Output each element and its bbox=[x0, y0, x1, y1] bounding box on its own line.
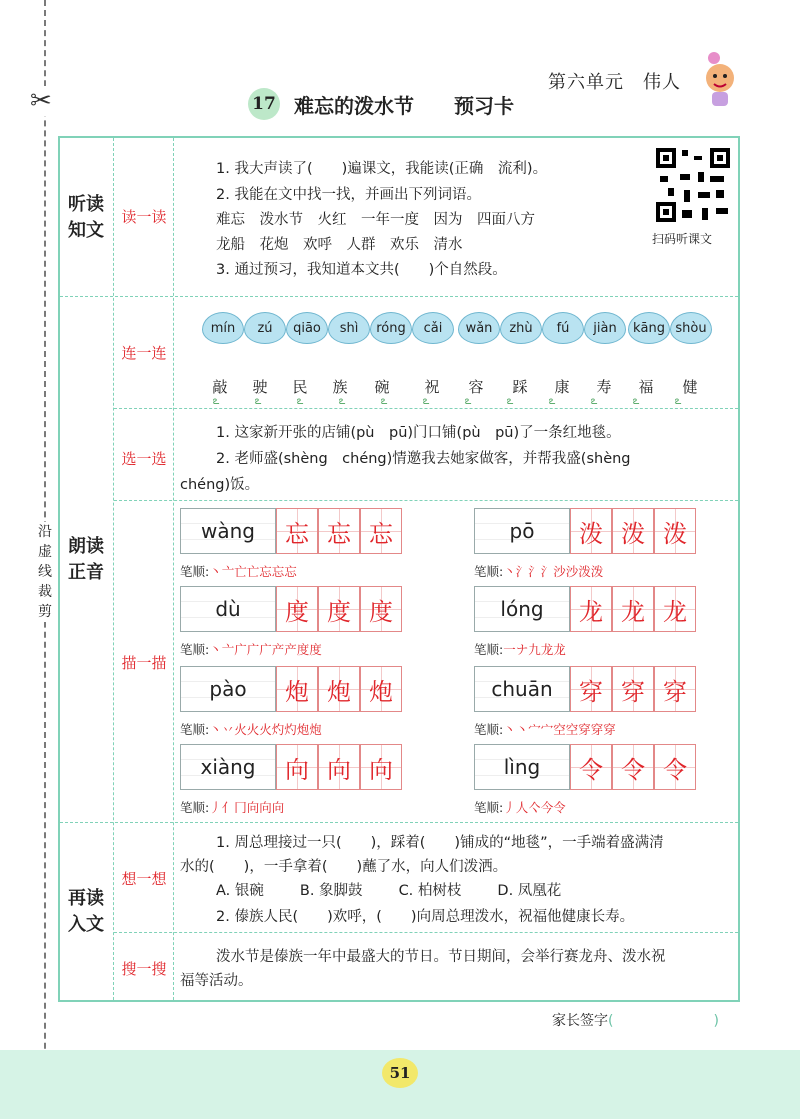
trace-box[interactable]: 穿 bbox=[612, 666, 654, 712]
trace-box[interactable]: 泼 bbox=[612, 508, 654, 554]
pinyin-bubble[interactable]: róng bbox=[370, 312, 412, 344]
trace-box[interactable]: 度 bbox=[318, 586, 360, 632]
unit-label: 第六单元 伟人 bbox=[548, 72, 681, 93]
lesson-title: 难忘的泼水节 bbox=[294, 93, 414, 118]
read-line-2: 2. 我能在文中找一找，并画出下列词语。 bbox=[216, 187, 481, 203]
column-divider bbox=[173, 138, 174, 1000]
trace-box[interactable]: 向 bbox=[360, 744, 402, 790]
section-divider bbox=[60, 822, 738, 823]
copy-item bbox=[474, 508, 696, 554]
sub-label-read: 读一读 bbox=[121, 208, 167, 226]
pinyin-box: xiàng bbox=[180, 744, 276, 790]
trace-box[interactable]: 穿 bbox=[570, 666, 612, 712]
stroke-order: 笔顺:丶丷火火火灼灼炮炮 bbox=[180, 722, 322, 737]
copy-item bbox=[474, 744, 696, 790]
option-c[interactable]: C. 柏树枝 bbox=[398, 883, 462, 899]
stroke-order: 笔顺:丿亻冂向向向 bbox=[180, 800, 285, 815]
leaf-icon: ఽ bbox=[674, 394, 682, 407]
choose-line-2: 2. 老师盛(shèng chéng)情邀我去她家做客，并帮我盛(shèng bbox=[216, 451, 631, 467]
hanzi-item[interactable]: 祝 bbox=[424, 378, 440, 396]
hanzi-item[interactable]: 容 bbox=[468, 378, 484, 396]
trace-box[interactable]: 向 bbox=[276, 744, 318, 790]
hanzi-item[interactable]: 敲 bbox=[212, 378, 228, 396]
stroke-order: 笔顺:丶亠广广广产产度度 bbox=[180, 642, 322, 657]
copy-item bbox=[180, 666, 402, 712]
stroke-order: 笔顺:丶氵氵氵沙沙泼泼 bbox=[474, 564, 604, 579]
trace-box[interactable]: 令 bbox=[612, 744, 654, 790]
trace-box[interactable]: 度 bbox=[360, 586, 402, 632]
trace-box[interactable]: 龙 bbox=[570, 586, 612, 632]
trace-box[interactable]: 龙 bbox=[654, 586, 696, 632]
column-divider bbox=[113, 138, 114, 1000]
row-divider bbox=[114, 500, 738, 501]
section-label-3: 再读 入文 bbox=[68, 888, 104, 935]
row-divider bbox=[114, 932, 738, 933]
stroke-order: 笔顺:一ナ九龙龙 bbox=[474, 642, 566, 657]
leaf-icon: ఽ bbox=[632, 394, 640, 407]
pinyin-bubble[interactable]: jiàn bbox=[584, 312, 626, 344]
trace-box[interactable]: 炮 bbox=[360, 666, 402, 712]
pinyin-bubble[interactable]: zú bbox=[244, 312, 286, 344]
section-label-1: 听读 知文 bbox=[68, 194, 104, 241]
read-words-1: 难忘 泼水节 火红 一年一度 因为 四面八方 bbox=[216, 212, 535, 228]
leaf-icon: ఽ bbox=[590, 394, 598, 407]
pinyin-box: lóng bbox=[474, 586, 570, 632]
page-number: 51 bbox=[382, 1058, 418, 1088]
leaf-icon: ఽ bbox=[380, 394, 388, 407]
hanzi-item[interactable]: 健 bbox=[682, 378, 698, 396]
hanzi-item[interactable]: 民 bbox=[292, 378, 308, 396]
pinyin-box: wàng bbox=[180, 508, 276, 554]
trace-box[interactable]: 泼 bbox=[570, 508, 612, 554]
option-d[interactable]: D. 凤凰花 bbox=[497, 883, 562, 899]
leaf-icon: ఽ bbox=[422, 394, 430, 407]
pinyin-box: chuān bbox=[474, 666, 570, 712]
leaf-icon: ఽ bbox=[212, 394, 220, 407]
trace-box[interactable]: 令 bbox=[654, 744, 696, 790]
sub-label-connect: 连一连 bbox=[121, 344, 167, 362]
leaf-icon: ఽ bbox=[464, 394, 472, 407]
leaf-icon: ఽ bbox=[338, 394, 346, 407]
leaf-icon: ఽ bbox=[548, 394, 556, 407]
parent-signature: 家长签字( ) bbox=[552, 1013, 719, 1029]
copy-item bbox=[180, 508, 402, 554]
pinyin-box: lìng bbox=[474, 744, 570, 790]
think-line-1: 1. 周总理接过一只( )，踩着( )铺成的“地毯”，一手端着盛满清 bbox=[216, 835, 664, 851]
trace-box[interactable]: 忘 bbox=[276, 508, 318, 554]
stroke-order: 笔顺:丿人亽今令 bbox=[474, 800, 566, 815]
pinyin-bubble[interactable]: cǎi bbox=[412, 312, 454, 344]
read-line-3: 3. 通过预习，我知道本文共( )个自然段。 bbox=[216, 262, 507, 278]
choose-line-3: chéng)饭。 bbox=[180, 477, 260, 493]
copy-item bbox=[180, 586, 402, 632]
trace-box[interactable]: 泼 bbox=[654, 508, 696, 554]
trace-box[interactable]: 令 bbox=[570, 744, 612, 790]
trace-box[interactable]: 穿 bbox=[654, 666, 696, 712]
copy-item bbox=[474, 666, 696, 712]
sub-label-copy: 描一描 bbox=[121, 654, 167, 672]
leaf-decoration-row bbox=[202, 394, 692, 410]
leaf-icon: ఽ bbox=[296, 394, 304, 407]
scissors-icon: ✂ bbox=[30, 86, 52, 116]
hanzi-item[interactable]: 族 bbox=[332, 378, 348, 396]
search-line-2: 福等活动。 bbox=[180, 973, 253, 989]
mascot-icon bbox=[700, 50, 740, 110]
think-line-2: 水的( )，一手拿着( )蘸了水，向人们泼洒。 bbox=[180, 859, 508, 875]
trace-box[interactable]: 向 bbox=[318, 744, 360, 790]
hanzi-item[interactable]: 碗 bbox=[374, 378, 390, 396]
qr-code-icon[interactable] bbox=[654, 146, 732, 224]
sub-label-search: 搜一搜 bbox=[121, 960, 167, 978]
copy-item bbox=[180, 744, 402, 790]
pinyin-bubble[interactable]: fú bbox=[542, 312, 584, 344]
hanzi-item[interactable]: 驶 bbox=[252, 378, 268, 396]
think-line-3: 2. 傣族人民( )欢呼，( )向周总理泼水，祝福他健康长寿。 bbox=[216, 909, 635, 925]
pinyin-bubble[interactable]: kāng bbox=[628, 312, 670, 344]
pinyin-bubble[interactable]: mín bbox=[202, 312, 244, 344]
hanzi-item[interactable]: 福 bbox=[638, 378, 654, 396]
read-words-2: 龙船 花炮 欢呼 人群 欢乐 清水 bbox=[216, 237, 463, 253]
pinyin-bubble[interactable]: wǎn bbox=[458, 312, 500, 344]
leaf-icon: ఽ bbox=[506, 394, 514, 407]
option-b[interactable]: B. 象脚鼓 bbox=[299, 883, 363, 899]
copy-item bbox=[474, 586, 696, 632]
option-a[interactable]: A. 银碗 bbox=[216, 883, 264, 899]
think-options bbox=[216, 878, 561, 904]
hanzi-item[interactable]: 寿 bbox=[596, 378, 612, 396]
search-line-1: 泼水节是傣族一年中最盛大的节日。节日期间，会举行赛龙舟、泼水祝 bbox=[216, 949, 666, 965]
cut-instruction: 沿 虚 线 裁 剪 bbox=[38, 524, 52, 620]
qr-label: 扫码听课文 bbox=[652, 232, 713, 246]
trace-box[interactable]: 炮 bbox=[318, 666, 360, 712]
pinyin-box: pō bbox=[474, 508, 570, 554]
pinyin-bubble[interactable]: qiāo bbox=[286, 312, 328, 344]
lesson-title-row bbox=[248, 88, 514, 120]
hanzi-item[interactable]: 康 bbox=[554, 378, 570, 396]
pinyin-box: pào bbox=[180, 666, 276, 712]
hanzi-item[interactable]: 踩 bbox=[512, 378, 528, 396]
choose-line-1: 1. 这家新开张的店铺(pù pū)门口铺(pù pū)了一条红地毯。 bbox=[216, 425, 621, 441]
stroke-order: 笔顺:丶丶宀宀空空穿穿穿 bbox=[474, 722, 616, 737]
pinyin-bubble[interactable]: zhù bbox=[500, 312, 542, 344]
pinyin-bubble[interactable]: shòu bbox=[670, 312, 712, 344]
pinyin-bubble[interactable]: shì bbox=[328, 312, 370, 344]
sub-label-choose: 选一选 bbox=[121, 450, 167, 468]
trace-box[interactable]: 炮 bbox=[276, 666, 318, 712]
pinyin-box: dù bbox=[180, 586, 276, 632]
leaf-icon: ఽ bbox=[254, 394, 262, 407]
stroke-order: 笔顺:丶亠亡亡忘忘忘 bbox=[180, 564, 297, 579]
lesson-number: 17 bbox=[248, 88, 280, 120]
trace-box[interactable]: 度 bbox=[276, 586, 318, 632]
section-divider bbox=[60, 296, 738, 297]
card-label: 预习卡 bbox=[454, 93, 514, 118]
section-label-2: 朗读 正音 bbox=[68, 536, 104, 583]
trace-box[interactable]: 忘 bbox=[318, 508, 360, 554]
read-line-1: 1. 我大声读了( )遍课文，我能读(正确 流利)。 bbox=[216, 161, 548, 177]
trace-box[interactable]: 忘 bbox=[360, 508, 402, 554]
sub-label-think: 想一想 bbox=[121, 870, 167, 888]
trace-box[interactable]: 龙 bbox=[612, 586, 654, 632]
